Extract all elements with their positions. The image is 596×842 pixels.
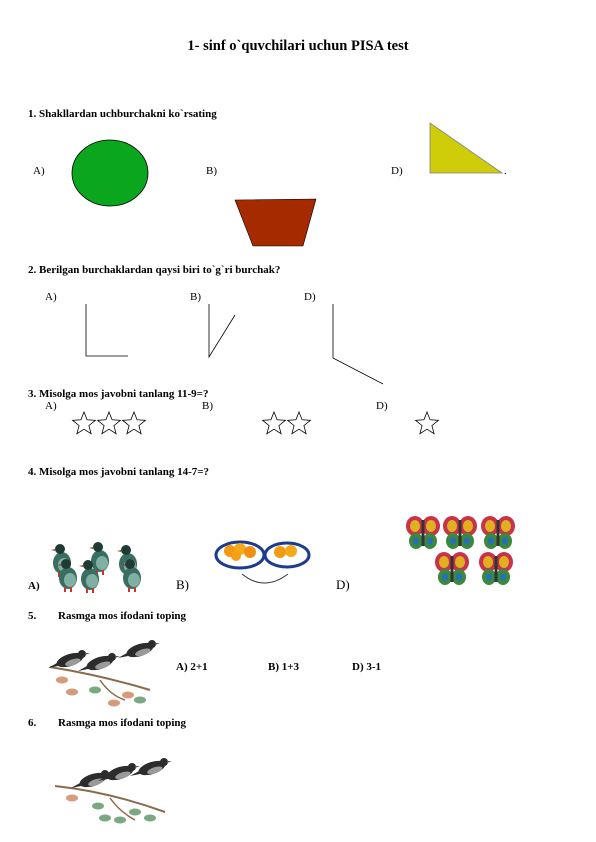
question-5-text: Rasmga mos ifodani toping xyxy=(58,610,187,622)
question-4-text: 4. Misolga mos javobni tanlang 14-7=? xyxy=(28,466,210,478)
question-2-text: 2. Berilgan burchaklardan qaysi biri to`g`ri burchak? xyxy=(28,264,281,276)
birds-on-branch-picture-q5[interactable] xyxy=(48,640,160,707)
q5-option-b-label[interactable]: B) 1+3 xyxy=(268,661,300,673)
q1-option-d-label[interactable]: D) xyxy=(391,165,403,177)
q1-trailing-dot: . xyxy=(504,165,507,177)
q3-option-d-label[interactable]: D) xyxy=(376,400,388,412)
question-3-text: 3. Misolga mos javobni tanlang 11-9=? xyxy=(28,388,209,400)
q2-option-d-label[interactable]: D) xyxy=(304,291,316,303)
page-title: 1- sinf o`quvchilari uchun PISA test xyxy=(187,38,409,54)
q3-option-a-label[interactable]: A) xyxy=(45,400,57,412)
question-5-number: 5. xyxy=(28,610,37,622)
q5-option-a-label[interactable]: A) 2+1 xyxy=(176,661,208,673)
q2-option-b-label[interactable]: B) xyxy=(190,291,201,303)
question-1-text: 1. Shakllardan uchburchakni ko`rsating xyxy=(28,108,217,120)
birds-on-branch-picture-q6[interactable] xyxy=(55,758,172,824)
q3-option-b-label[interactable]: B) xyxy=(202,400,213,412)
question-6-text: Rasmga mos ifodani toping xyxy=(58,717,187,729)
q2-option-a-label[interactable]: A) xyxy=(45,291,57,303)
q4-option-b-label[interactable]: B) xyxy=(176,577,189,592)
q5-option-d-label[interactable]: D) 3-1 xyxy=(352,661,382,673)
q4-option-d-label[interactable]: D) xyxy=(336,577,350,592)
q1-option-a-label[interactable]: A) xyxy=(33,165,45,177)
q4-option-a-label[interactable]: A) xyxy=(28,580,40,592)
q1-option-b-label[interactable]: B) xyxy=(206,165,217,177)
question-6-number: 6. xyxy=(28,717,37,729)
